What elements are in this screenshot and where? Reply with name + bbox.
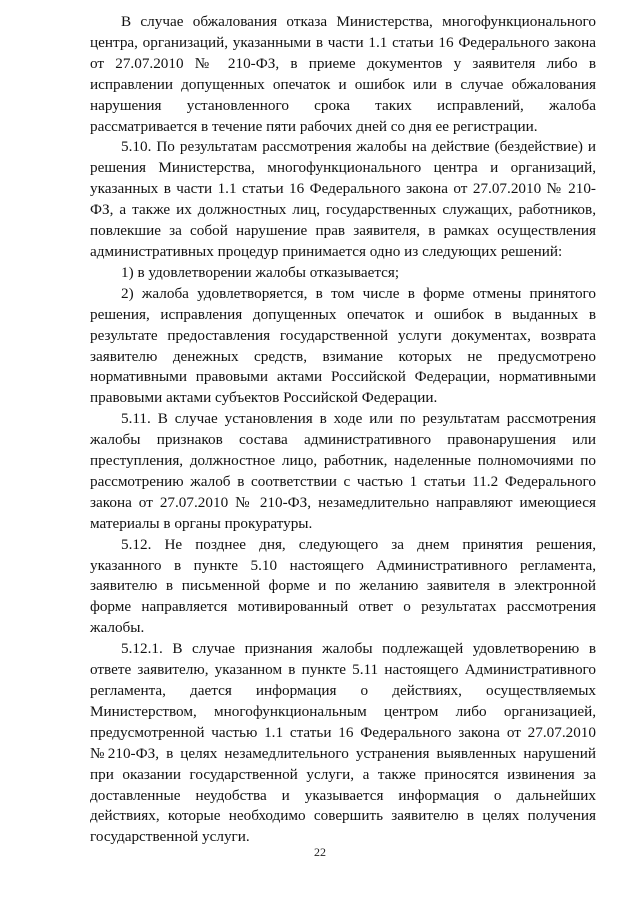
paragraph-5-12-reasoned-answer: 5.12. Не позднее дня, следующего за днем принятия решения, указанного в пункте 5.10 настоящего Административного регламента, заявителю в письменной форме и по желанию заявителя в электронной форме направляется мотивированный ответ о результатах рассмотрения жалобы. xyxy=(90,535,596,637)
paragraph-5-10-decisions: 5.10. По результатам рассмотрения жалобы на действие (бездействие) и решения Министерства, многофункционального центра и организаций, указанных в части 1.1 статьи 16 Федерального закона от 27.07.2010 № 210-ФЗ, а также их должностных лиц, государственных служащих, работников, повлекшие за собой нарушение прав заявителя, в рамках осуществления административных процедур принимается одно из следующих решений: xyxy=(90,138,596,260)
document-page xyxy=(90,12,596,848)
paragraph-5-11-prosecution: 5.11. В случае установления в ходе или по результатам рассмотрения жалобы признаков состава административного правонарушения или преступления, должностное лицо, работник, наделенные полномочиями по рассмотрению жалоб в соответствии с частью 1 статьи 11.2 Федерального закона от 27.07.2010 № 210-ФЗ, незамедлительно направляют имеющиеся материалы в органы прокуратуры. xyxy=(90,410,596,532)
paragraph-complaint-appeal-deadline: В случае обжалования отказа Министерства, многофункционального центра, организаций, указанными в части 1.1 статьи 16 Федерального закона от 27.07.2010 № 210-ФЗ, в приеме документов у заявителя либо в исправлении допущенных опечаток и ошибок или в случае обжалования нарушения установленного срока таких исправлений, жалоба рассматривается в течение пяти рабочих дней со дня ее регистрации. xyxy=(90,13,596,135)
paragraph-decision-1-refuse: 1) в удовлетворении жалобы отказывается; xyxy=(121,263,400,281)
paragraph-decision-2-satisfy: 2) жалоба удовлетворяется, в том числе в форме отмены принятого решения, исправления допущенных опечаток и ошибок в выданных в результате предоставления государственной услуги документах, возврата заявителю денежных средств, взимание которых не предусмотрено нормативными правовыми актами Российской Федерации, нормативными правовыми актами субъектов Российской Федерации. xyxy=(90,284,596,407)
paragraph-5-12-1-satisfied-complaint: 5.12.1. В случае признания жалобы подлежащей удовлетворению в ответе заявителю, указанном в пункте 5.11 настоящего Административного регламента, дается информация о действиях, осуществляемых Министерством, многофункциональным центром либо организацией, предусмотренной частью 1.1 статьи 16 Федерального закона от 27.07.2010 №210-ФЗ, в целях незамедлительного устранения выявленных нарушений при оказании государственной услуги, а также приносятся извинения за доставленные неудобства и указывается информация о дальнейших действиях, которые необходимо совершить заявителю в целях получения государственной услуги. xyxy=(90,640,596,846)
page-number: 22 xyxy=(314,845,326,859)
